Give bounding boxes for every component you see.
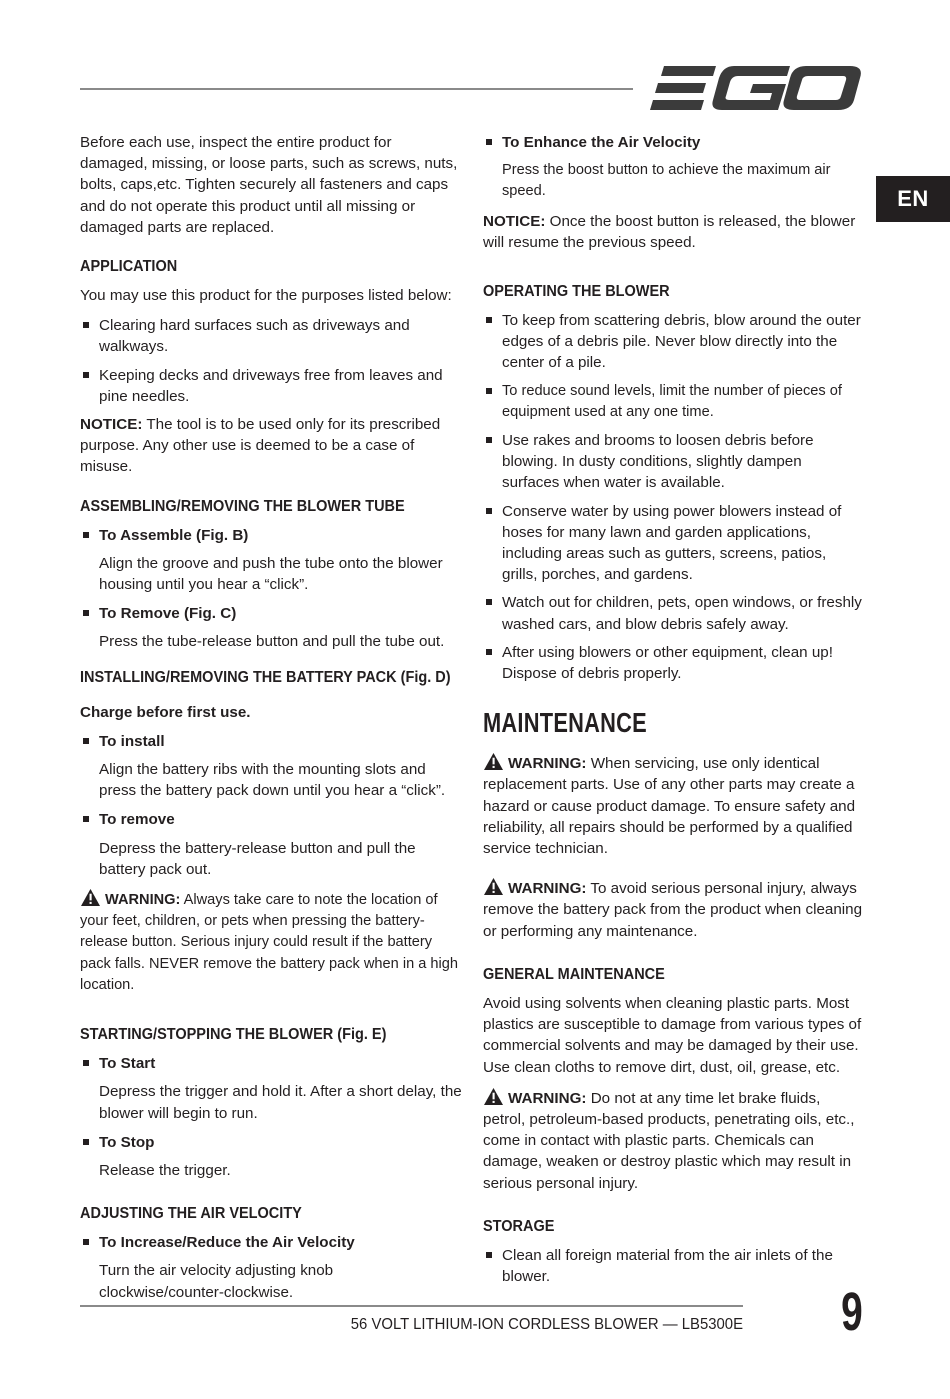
- list-item: Watch out for children, pets, open windows, or freshly washed cars, and blow debris safely away.: [483, 592, 863, 634]
- velocity-adjust-text: Turn the air velocity adjusting knob clockwise/counter-clockwise.: [99, 1262, 334, 1301]
- general-maintenance-text: Avoid using solvents when cleaning plastic parts. Most plastics are susceptible to damage from various types of commercial solvents and may be damaged by their use. Use clean cloths to remove dirt, dust, oil, grease, etc.: [483, 994, 862, 1076]
- header-rule: [80, 88, 633, 90]
- application-notice: [80, 414, 462, 478]
- warning-label: WARNING:: [105, 892, 181, 909]
- enhance-text: Press the boost button to achieve the maximum air speed.: [502, 162, 831, 200]
- warning-triangle-icon: [483, 1087, 504, 1106]
- stop-list: [80, 1132, 462, 1153]
- notice-label: NOTICE:: [80, 416, 143, 434]
- notice-text: The tool is to be used only for its prescribed purpose. Any other use is deemed to be a case of misuse.: [80, 416, 441, 476]
- warning-text: To avoid serious personal injury, always remove the battery pack from the product when cleaning or performing any maintenance.: [483, 880, 863, 940]
- footer-rule: [80, 1305, 743, 1307]
- notice-label: NOTICE:: [483, 212, 546, 230]
- storage-heading: STORAGE: [483, 1217, 555, 1235]
- start-list: [80, 1053, 462, 1074]
- assembling-heading: ASSEMBLING/REMOVING THE BLOWER TUBE: [80, 497, 405, 515]
- list-item: Keeping decks and driveways free from leaves and pine needles.: [80, 365, 462, 407]
- warning-triangle-icon: [483, 877, 504, 896]
- list-item: Use rakes and brooms to loosen debris before blowing. In dusty conditions, slightly dampen surfaces when water is available.: [483, 430, 863, 494]
- charge-note: Charge before first use.: [80, 703, 251, 721]
- list-item: To reduce sound levels, limit the number of pieces of equipment used at any one time.: [483, 381, 863, 423]
- storage-list: [483, 1245, 863, 1287]
- operating-list: [483, 310, 863, 684]
- warning-triangle-icon: [483, 752, 504, 771]
- boost-notice: [483, 211, 863, 253]
- warning-text: When servicing, use only identical replacement parts. Use of any other parts may create a hazard or cause product damage. To ensure safety and reliability, all repairs should be performed by a qualified service technician.: [483, 755, 856, 858]
- intro-paragraph: Before each use, inspect the entire product for damaged, missing, or loose parts, such as screws, nuts, bolts, caps,etc. Tighten securely all fasteners and caps and do not operate this product until all missing or damaged parts are replaced.: [80, 134, 458, 236]
- velocity-adjust-title: To Increase/Reduce the Air Velocity: [80, 1232, 462, 1253]
- velocity-list: [80, 1232, 462, 1253]
- application-heading: APPLICATION: [80, 258, 178, 276]
- install-text: Align the battery ribs with the mounting slots and press the battery pack down until you hear a “click”.: [99, 761, 446, 800]
- application-list: [80, 315, 462, 407]
- stop-text: Release the trigger.: [99, 1161, 231, 1179]
- warning-label: WARNING:: [508, 880, 587, 898]
- warning-triangle-icon: [80, 888, 101, 907]
- remove-tube-title: To Remove (Fig. C): [80, 603, 462, 624]
- footer-product-line: 56 VOLT LITHIUM-ION CORDLESS BLOWER — LB5300E: [350, 1316, 743, 1333]
- assemble-title: To Assemble (Fig. B): [80, 525, 462, 546]
- warning-label: WARNING:: [508, 1089, 587, 1107]
- install-title: To install: [80, 731, 462, 752]
- maintenance-heading: MAINTENANCE: [483, 707, 647, 739]
- right-column: [483, 132, 863, 1294]
- list-item: After using blowers or other equipment, clean up! Dispose of debris properly.: [483, 642, 863, 684]
- start-text: Depress the trigger and hold it. After a short delay, the blower will begin to run.: [99, 1083, 462, 1122]
- assemble-text: Align the groove and push the tube onto the blower housing until you hear a “click”.: [99, 554, 443, 594]
- list-item: Conserve water by using power blowers instead of hoses for many lawn and garden applications, including areas such as gutters, screens, patios, grills, porches, and gardens.: [483, 501, 863, 586]
- battery-warning: [80, 888, 462, 996]
- install-list: [80, 731, 462, 752]
- maintenance-warning-2: [483, 877, 863, 942]
- general-maintenance-warning: [483, 1087, 863, 1194]
- remove-battery-title: To remove: [80, 809, 462, 830]
- velocity-heading: ADJUSTING THE AIR VELOCITY: [80, 1205, 302, 1223]
- battery-heading: INSTALLING/REMOVING THE BATTERY PACK (Fig. D): [80, 668, 451, 686]
- list-item: Clearing hard surfaces such as driveways and walkways.: [80, 315, 462, 357]
- start-title: To Start: [80, 1053, 462, 1074]
- remove-tube-text: Press the tube-release button and pull the tube out.: [99, 633, 445, 651]
- notice-text: Once the boost button is released, the blower will resume the previous speed.: [483, 212, 856, 251]
- enhance-list: [483, 132, 863, 153]
- remove-battery-list: [80, 809, 462, 830]
- warning-text: Always take care to note the location of your feet, children, or pets when pressing the battery-release button. Serious injury could result if the battery pack falls. NEVER remove the battery pack when in a high location.: [80, 892, 459, 993]
- application-text: You may use this product for the purposes listed below:: [80, 287, 452, 305]
- starting-heading: STARTING/STOPPING THE BLOWER (Fig. E): [80, 1026, 387, 1044]
- maintenance-warning-1: [483, 752, 863, 859]
- ego-logo: [650, 62, 862, 114]
- warning-text: Do not at any time let brake fluids, petrol, petroleum-based products, penetrating oils, etc., come in contact with plastic parts. Chemicals can damage, weaken or destroy plastic which may result in serious personal injury.: [483, 1089, 855, 1192]
- page-number: 9: [841, 1282, 863, 1342]
- list-item: Clean all foreign material from the air inlets of the blower.: [483, 1245, 863, 1287]
- assembling-list: [80, 525, 462, 546]
- stop-title: To Stop: [80, 1132, 462, 1153]
- remove-battery-text: Depress the battery-release button and pull the battery pack out.: [99, 839, 416, 878]
- language-tab: EN: [876, 176, 950, 222]
- general-maintenance-heading: GENERAL MAINTENANCE: [483, 965, 665, 983]
- operating-heading: OPERATING THE BLOWER: [483, 283, 670, 301]
- list-item: To keep from scattering debris, blow around the outer edges of a debris pile. Never blow directly into the center of a pile.: [483, 310, 863, 374]
- enhance-title: To Enhance the Air Velocity: [483, 132, 863, 153]
- remove-tube-list: [80, 603, 462, 624]
- warning-label: WARNING:: [508, 755, 587, 773]
- left-column: [80, 132, 462, 1311]
